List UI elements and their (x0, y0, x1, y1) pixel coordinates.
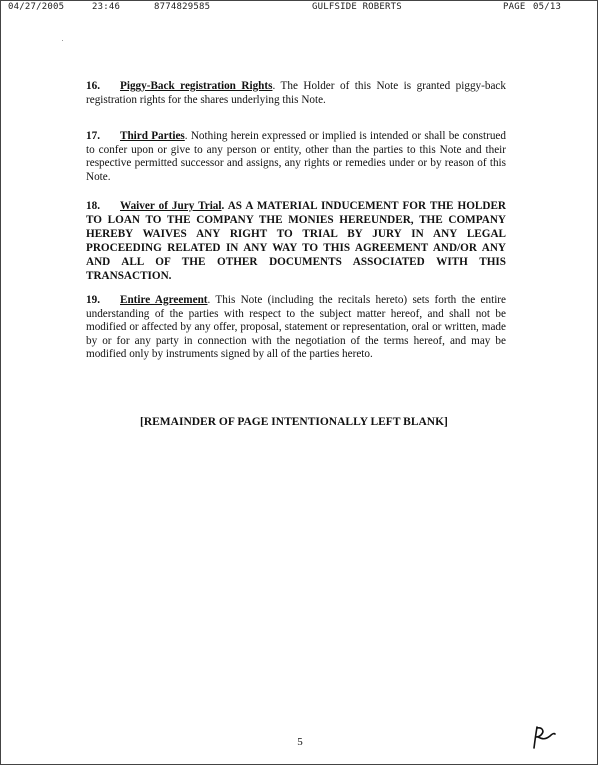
section-body: AS A MATERIAL INDUCEMENT FOR THE HOLDER TO LOAN TO THE COMPANY THE MONIES HEREUNDER, THE COMPANY HEREBY WAIVES ANY RIGHT TO TRIAL BY JURY IN ANY LEGAL PROCEEDING RELATED IN ANY WAY TO THIS AGREEMENT AND/OR ANY AND ALL OF THE OTHER DOCUMENTS ASSOCIATED WITH THIS TRANSACTION. (86, 200, 506, 282)
handwritten-initials (528, 724, 558, 750)
fax-time: 23:46 (92, 2, 121, 12)
section-body: The Holder of this Note is granted piggy-back registration rights for the shares underlying this Note. (86, 80, 506, 106)
section-title: Entire Agreement (120, 294, 208, 306)
fax-header (0, 2, 600, 16)
fax-page-count: 05/13 (533, 2, 562, 12)
fax-phone: 8774829585 (154, 2, 211, 12)
section-body: Nothing herein expressed or implied is intended or shall be construed to confer upon or give to any person or entity, other than the parties to this Note and their respective permitted successor and assigns, any rights or remedies under or by reason of this Note. (86, 130, 506, 183)
section-number: 18. (86, 200, 100, 212)
scan-speck (62, 40, 63, 41)
section-title: Third Parties (120, 130, 185, 142)
section-number: 19. (86, 294, 100, 306)
section-18: 18. Waiver of Jury Trial. AS A MATERIAL INDUCEMENT FOR THE HOLDER TO LOAN TO THE COMPANY THE MONIES HEREUNDER, THE COMPANY HEREBY WAIVES ANY RIGHT TO TRIAL BY JURY IN ANY LEGAL PROCEEDING RELATED IN ANY WAY TO THIS AGREEMENT AND/OR ANY AND ALL OF THE OTHER DOCUMENTS ASSOCIATED WITH THIS TRANSACTION. (86, 200, 506, 282)
page-number: 5 (297, 736, 303, 748)
section-19: 19. Entire Agreement. This Note (including the recitals hereto) sets forth the entire understanding of the parties with respect to the subject matter hereof, and shall not be modified or affected by any offer, proposal, statement or representation, oral or written, made by or for any party in connection with the negotiation of the terms hereof, and may be modified only by instruments signed by all of the parties hereto. (86, 294, 506, 360)
section-body: This Note (including the recitals hereto) sets forth the entire understanding of the parties with respect to the subject matter hereof, and shall not be modified or affected by any offer, proposal, statement or representation, oral or written, made by or for any party in connection with the negotiation of the terms hereof, and may be modified only by instruments signed by all of the parties hereto. (86, 294, 506, 360)
fax-page-label: PAGE (503, 2, 526, 12)
remainder-blank-note: [REMAINDER OF PAGE INTENTIONALLY LEFT BLANK] (140, 416, 448, 428)
section-title: Waiver of Jury Trial (120, 200, 222, 212)
section-16: 16. Piggy-Back registration Rights. The Holder of this Note is granted piggy-back registration rights for the shares underlying this Note. (86, 80, 506, 106)
fax-sender: GULFSIDE ROBERTS (312, 2, 402, 12)
section-number: 17. (86, 130, 100, 142)
section-number: 16. (86, 80, 100, 92)
fax-date: 04/27/2005 (8, 2, 65, 12)
section-17: 17. Third Parties. Nothing herein expressed or implied is intended or shall be construed to confer upon or give to any person or entity, other than the parties to this Note and their respective permitted successor and assigns, any rights or remedies under or by reason of this Note. (86, 130, 506, 183)
section-title: Piggy-Back registration Rights (120, 80, 273, 92)
